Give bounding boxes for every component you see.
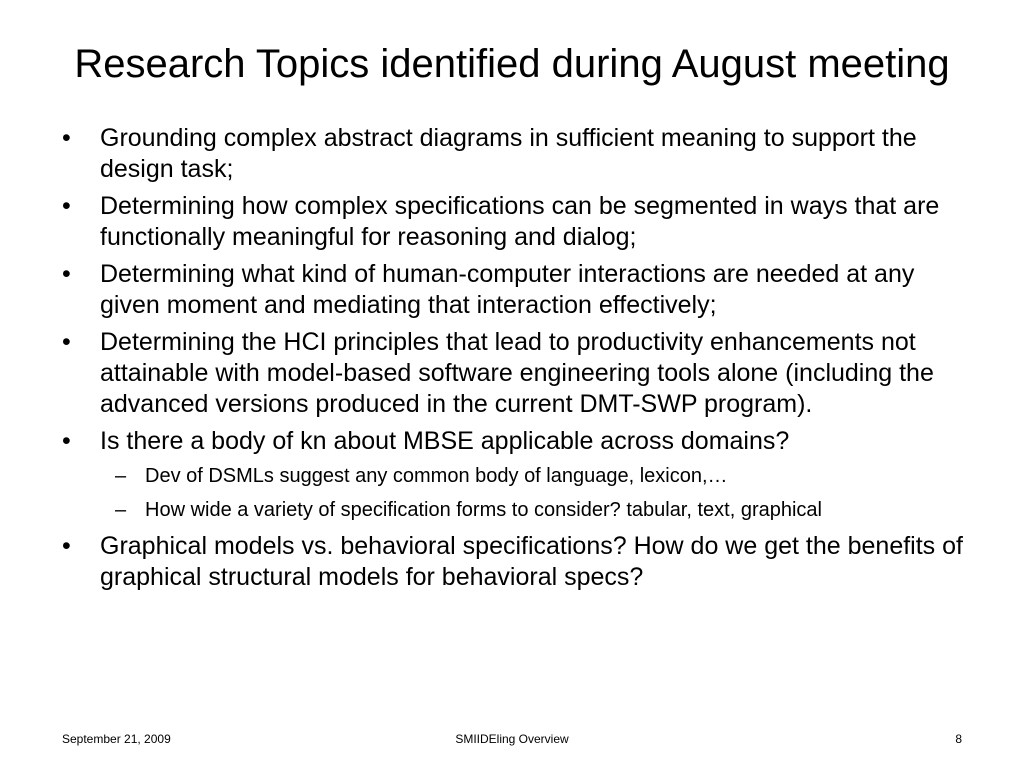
bullet-marker: • — [62, 427, 71, 455]
footer-date: September 21, 2009 — [62, 732, 171, 746]
bullet-marker: • — [62, 192, 71, 220]
bullet-text: Determining what kind of human-computer interactions are needed at any given moment and mediating that interaction effectively; — [100, 260, 915, 319]
bullet-item — [60, 426, 965, 457]
bullet-item — [60, 191, 965, 253]
bullet-item — [60, 327, 965, 420]
slide-title: Research Topics identified during August meeting — [74, 42, 950, 86]
page-number: 8 — [955, 732, 962, 746]
sub-bullet-marker: – — [115, 465, 127, 487]
bullet-text: Determining the HCI principles that lead to productivity enhancements not attainable with model-based software engineering tools alone (including the advanced versions produced in the current DMT-SWP program). — [100, 328, 934, 418]
bullet-marker: • — [62, 532, 71, 560]
footer-title: SMIIDEling Overview — [455, 732, 569, 746]
bullet-marker: • — [62, 260, 71, 288]
sub-bullet-marker: – — [115, 499, 127, 521]
bullet-text: Graphical models vs. behavioral specifications? How do we get the benefits of graphical structural models for behavioral specs? — [100, 532, 963, 591]
bullet-list — [60, 123, 965, 599]
bullet-item — [60, 123, 965, 185]
bullet-item — [60, 531, 965, 593]
sub-bullet-text: How wide a variety of specification forms to consider? tabular, text, graphical — [145, 499, 822, 521]
bullet-text: Determining how complex specifications can be segmented in ways that are functionally meaningful for reasoning and dialog; — [100, 192, 940, 251]
sub-bullet-item — [60, 463, 965, 489]
bullet-marker: • — [62, 124, 71, 152]
bullet-item — [60, 259, 965, 321]
bullet-text: Grounding complex abstract diagrams in sufficient meaning to support the design task; — [100, 124, 917, 183]
bullet-text: Is there a body of kn about MBSE applicable across domains? — [100, 427, 790, 455]
sub-bullet-item — [60, 497, 965, 523]
sub-bullet-text: Dev of DSMLs suggest any common body of language, lexicon,… — [145, 465, 728, 487]
bullet-marker: • — [62, 328, 71, 356]
